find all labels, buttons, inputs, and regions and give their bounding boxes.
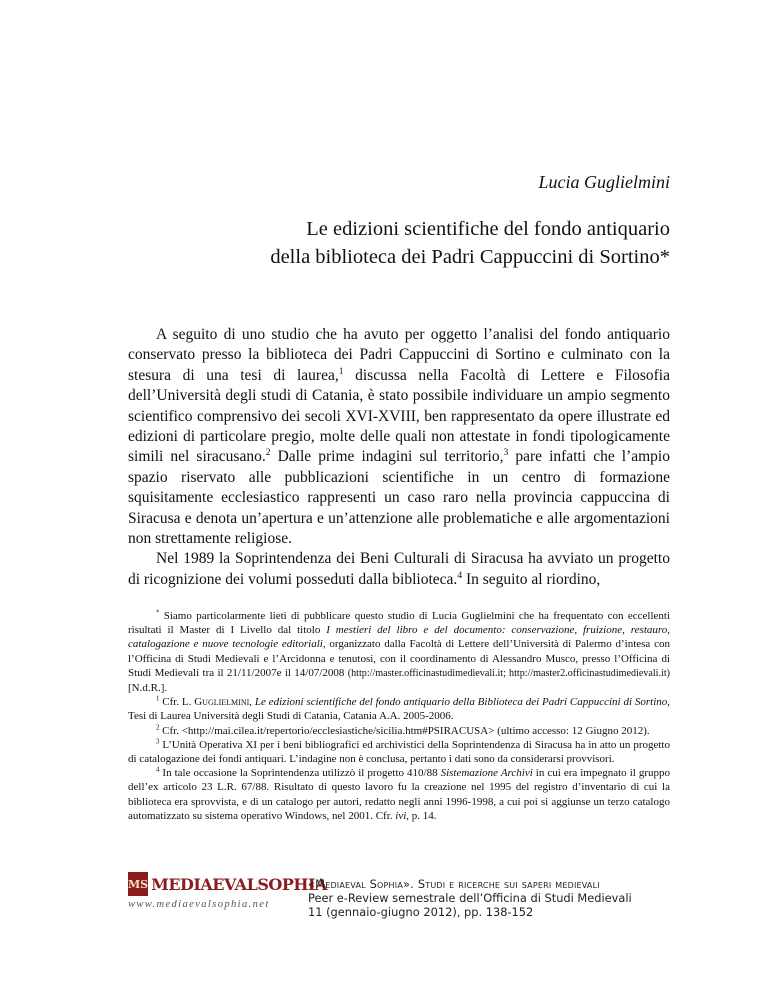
- footnote-mark: 2: [156, 723, 160, 731]
- footnote-4: [128, 766, 670, 823]
- logo-monogram: MS: [128, 872, 148, 896]
- journal-info: [308, 877, 668, 919]
- paragraph-1: [128, 325, 670, 549]
- journal-name: «Mediaeval Sophia». Studi e ricerche sui saperi medievali: [308, 877, 600, 891]
- text-run: , Tesi di Laurea Università degli Studi di Catania, Catania A.A. 2005-2006.: [128, 696, 671, 723]
- text-run[interactable]: Cfr. <http://mai.cilea.it/repertorio/ecclesiastiche/sicilia.htm#PSIRACUSA> (ultimo accesso: 12 Giugno 2012).: [159, 724, 650, 737]
- text-run: In tale occasione la Soprintendenza utilizzò il progetto 410/88: [159, 767, 441, 780]
- text-run: A seguito di uno studio che ha avuto per oggetto l’analisi del fondo antiquario conservato presso la biblioteca dei Padri Cappuccini di Sortino e culminato con la stesura di una tesi di laurea,: [128, 326, 670, 384]
- text-run: ,: [249, 696, 255, 709]
- text-run: , p. 14.: [406, 809, 437, 822]
- url-run[interactable]: (http://master.officinastudimedievali.it; http://master2.officinastudimedievali.it): [347, 667, 670, 679]
- main-text: [128, 325, 670, 590]
- article-title: [190, 215, 670, 271]
- smallcaps-run: uglielmini: [202, 696, 250, 709]
- italic-run: ivi: [395, 809, 407, 822]
- footnotes: [128, 609, 670, 823]
- text-run: Nel 1989 la Soprintendenza dei Beni Culturali di Siracusa ha avviato un progetto di ricognizione dei volumi posseduti dalla biblioteca.: [128, 550, 670, 588]
- title-line-2: della biblioteca dei Padri Cappuccini di Sortino*: [270, 246, 670, 268]
- journal-subtitle: Peer e-Review semestrale dell’Officina di Studi Medievali: [308, 891, 632, 905]
- logo-url[interactable]: www.mediaevalsophia.net: [128, 899, 270, 910]
- text-run: , organizzato dalla Facoltà di Lettere dell’Università di Palermo d’intesa con l’Officina di Studi Medievali e l’Arcidonna e tenutosi, con il coordinamento di Alessandro Musco, presso l’Officina di Studi Medievali tra il 21/11/2007e il 14/07/2008: [128, 638, 670, 679]
- logo-wordmark: MEDIAEVALSOPHIA: [151, 874, 327, 894]
- title-line-1: Le edizioni scientifiche del fondo antiquario: [306, 218, 670, 240]
- text-run: L’Unità Operativa XI per i beni bibliografici ed archivistici della Soprintendenza di Siracusa ha in atto un progetto di catalogazione dei fondi antiquari. L’indagine non è conclusa, pertanto i dati sono da considerarsi provvisori.: [128, 738, 670, 766]
- journal-issue: 11 (gennaio-giugno 2012), pp. 138-152: [308, 905, 534, 919]
- author-name: Lucia Guglielmini: [538, 172, 670, 192]
- footnote-2: [128, 724, 670, 738]
- text-run: Cfr. L. G: [159, 696, 203, 709]
- italic-run: Sistemazione Archivi: [440, 767, 533, 780]
- text-run: in cui era impegnato il gruppo dell’ex articolo 23 L.R. 67/88. Risultato di questo lavoro fu la creazione nel 1995 del registro d’inventario di cui la biblioteca era sprovvista, e di un catalogo per autori, redatto negli anni 1996-1998, a cui poi si aggiunse un terzo catalogo automatizzato su sistema operativo Windows, nel 2001. Cfr.: [128, 767, 670, 822]
- footnote-ref-1: 1: [338, 365, 344, 377]
- text-run: pare infatti che l’ampio spazio riservato alle pubblicazioni scientifiche in un centro di formazione squisitamente ecclesiastico rappresenti un caso raro nella provincia cappuccina di Siracusa e denota un’apertura e un’attenzione alle problematiche e alle argomentazioni non strettamente religiose.: [128, 448, 670, 548]
- text-run: discussa nella Facoltà di Lettere e Filosofia dell’Università degli studi di Catania, è stato possibile individuare un ampio segmento scientifico comprensivo dei secoli XVI-XVIII, ben rappresentato da opere illustrate ed edizioni di particolare pregio, molte delle quali non attestate in fondi tipologicamente simili nel siracusano.: [128, 366, 670, 466]
- text-run: In seguito al riordino,: [462, 570, 601, 588]
- text-run: Siamo particolarmente lieti di pubblicare questo studio di Lucia Guglielmini che ha frequentato con eccellenti risultati il Master di I Livello dal titolo: [128, 610, 670, 637]
- footnote-mark: 1: [156, 695, 160, 703]
- logo-mark: [128, 872, 327, 896]
- footnote-1: [128, 695, 670, 723]
- footnote-star: [128, 609, 670, 695]
- footnote-3: [128, 738, 670, 766]
- journal-logo[interactable]: [128, 872, 327, 910]
- footnote-mark: 3: [156, 738, 160, 746]
- italic-run: Le edizioni scientifiche del fondo antiquario della Biblioteca dei Padri Cappuccini di Sortino: [254, 696, 668, 709]
- paragraph-2: [128, 549, 670, 590]
- footnote-mark: 4: [156, 766, 160, 774]
- footnote-ref-2: 2: [265, 447, 271, 459]
- text-run: [N.d.R.].: [128, 682, 168, 695]
- italic-run: I mestieri del libro e del documento: conservazione, fruizione, restauro, catalogazione e nuove tecnologie editoriali: [128, 624, 670, 651]
- footnote-ref-3: 3: [503, 447, 509, 459]
- footnote-mark: *: [156, 609, 160, 617]
- footnote-ref-4: 4: [457, 569, 463, 581]
- text-run: Dalle prime indagini sul territorio,: [270, 448, 504, 466]
